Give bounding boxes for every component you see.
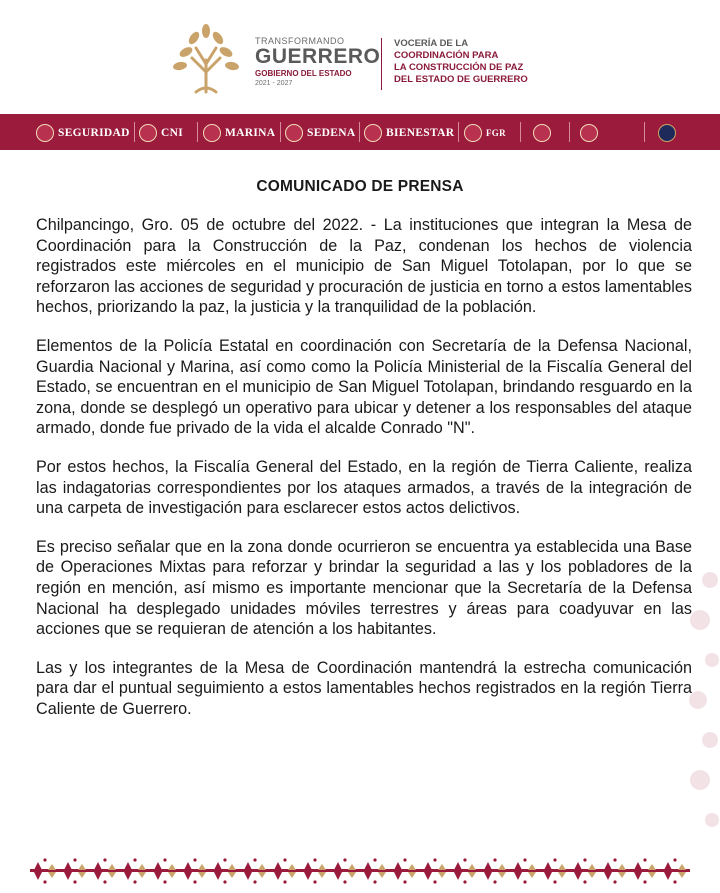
band-separator [520, 122, 521, 142]
press-release-body [36, 215, 692, 737]
voceria-line-2: COORDINACIÓN PARA [394, 50, 499, 61]
gov-tagline: TRANSFORMANDO [255, 36, 345, 46]
seguridad-publica-emblem-icon [580, 124, 598, 142]
paragraph-2: Elementos de la Policía Estatal en coordinación con Secretaría de la Defensa Nacional, Guardia Nacional y Marina, así como como la Policía Ministerial de la Fiscalía General del Estado, se encuentran en el municipio de San Miguel Totolapan, brindando resguardo en la zona, donde se desplegó un operativo para ubicar y detener a los responsables del ataque armado, donde fue privado de la vida el alcalde Conrado "N". [36, 336, 692, 438]
band-item-sedena [285, 123, 355, 143]
band-item-fgr [464, 123, 506, 143]
round-seal-icon [658, 124, 676, 142]
state-government-logo [255, 36, 381, 87]
band-label-bienestar: BIENESTAR [386, 127, 455, 139]
header-divider [381, 38, 382, 90]
letterhead [0, 0, 720, 112]
band-item-seguridad [36, 123, 130, 143]
band-label-marina: MARINA [225, 127, 276, 139]
tree-emblem-icon [166, 22, 246, 96]
institutions-band [0, 114, 720, 150]
sedena-emblem-icon [285, 124, 303, 142]
gov-period: 2021 - 2027 [255, 80, 293, 87]
seguridad-emblem-icon [36, 124, 54, 142]
gov-name: GUERRERO [255, 45, 381, 68]
embroidery-border-icon [30, 856, 690, 886]
ornament-watermark-icon [680, 560, 720, 840]
paragraph-1: Chilpancingo, Gro. 05 de octubre del 2022. - La instituciones que integran la Mesa de Coordinación para la Construcción de la Paz, condenan los hechos de violencia registrados este miércoles en el municipio de San Miguel Totolapan, por lo que se reforzaron las acciones de seguridad y procuración de justicia en torno a estos lamentables hechos, priorizando la paz, la justicia y la tranquilidad de la población. [36, 216, 692, 317]
band-item-bienestar [364, 123, 454, 143]
marina-emblem-icon [203, 124, 221, 142]
fgr-emblem-icon [464, 124, 482, 142]
band-separator [644, 122, 645, 142]
document-title: COMUNICADO DE PRENSA [256, 178, 464, 195]
band-separator [359, 122, 360, 142]
band-label-fgr: FGR [486, 128, 506, 138]
eagle-emblem-icon [533, 124, 551, 142]
voceria-line-1: VOCERÍA DE LA [394, 38, 469, 49]
band-separator [197, 122, 198, 142]
gov-subtitle: GOBIERNO DEL ESTADO [255, 69, 352, 78]
voceria-logo [394, 38, 594, 86]
voceria-line-3: LA CONSTRUCCIÓN DE PAZ [394, 62, 524, 73]
band-separator [458, 122, 459, 142]
band-item-round-seal [658, 123, 676, 143]
paragraph-4: Es preciso señalar que en la zona donde ocurrieron se encuentra ya establecida una Base de Operaciones Mixtas para reforzar y brindar la seguridad a las y los pobladores de la región en mención, así mismo es importante mencionar que la Secretaría de la Defensa Nacional ha desplegado unidades móviles terrestres y áreas para coadyuvar en las acciones que se requieran de atención a los habitantes. [36, 537, 692, 639]
band-item-cni [139, 123, 183, 143]
bienestar-emblem-icon [364, 124, 382, 142]
band-label-cni: CNI [161, 127, 183, 139]
band-separator [134, 122, 135, 142]
cni-emblem-icon [139, 124, 157, 142]
voceria-line-4: DEL ESTADO DE GUERRERO [394, 74, 528, 85]
band-item-eagle [533, 123, 551, 143]
band-label-seguridad: SEGURIDAD [58, 127, 130, 139]
band-label-sedena: SEDENA [307, 127, 356, 139]
band-item-seguridad-publica [580, 123, 598, 143]
band-separator [569, 122, 570, 142]
band-item-marina [203, 123, 275, 143]
paragraph-3: Por estos hechos, la Fiscalía General del Estado, en la región de Tierra Caliente, realiza las indagatorias correspondientes por los ataques armados, a través de la integración de una carpeta de investigación para esclarecer estos actos delictivos. [36, 457, 692, 518]
paragraph-5: Las y los integrantes de la Mesa de Coordinación mantendrá la estrecha comunicación para dar el puntual seguimiento a estos lamentables hechos registrados en la región Tierra Caliente de Guerrero. [36, 658, 692, 718]
band-separator [280, 122, 281, 142]
